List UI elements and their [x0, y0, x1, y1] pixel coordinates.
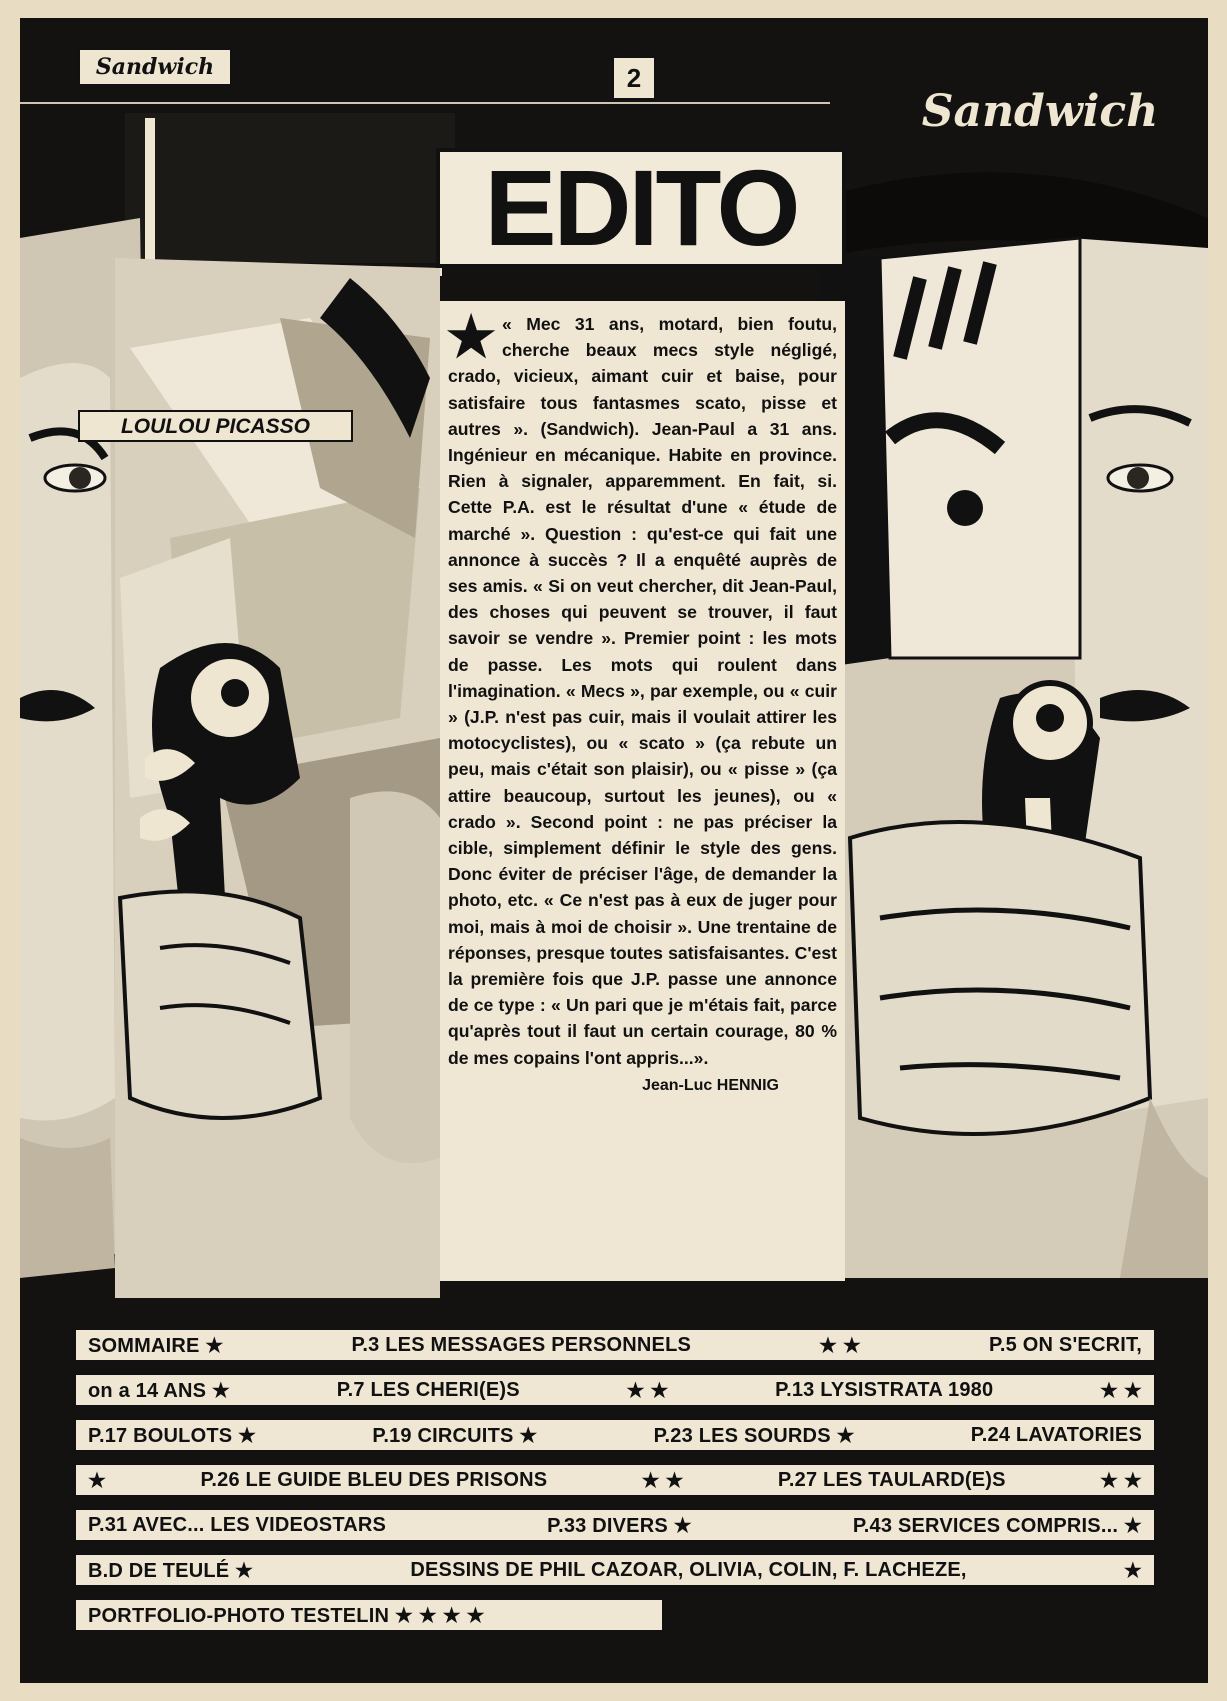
sommaire-row-3 — [74, 1418, 1156, 1452]
edito-article — [440, 301, 845, 1281]
sommaire-entry: P.31 AVEC... LES VIDEOSTARS — [88, 1513, 387, 1536]
sommaire-row-1 — [74, 1328, 1156, 1362]
magazine-page — [20, 18, 1208, 1683]
top-rule — [20, 102, 830, 104]
sommaire-row-5 — [74, 1508, 1156, 1542]
sommaire-row-6 — [74, 1553, 1156, 1587]
star-separator: ★ ★ — [626, 1379, 669, 1402]
star-separator: ★ — [1123, 1559, 1142, 1582]
star-separator: ★ ★ — [1099, 1469, 1142, 1492]
sommaire-entry: DESSINS DE PHIL CAZOAR, OLIVIA, COLIN, F. LACHEZE, — [410, 1558, 967, 1581]
sommaire-entry: P.26 LE GUIDE BLEU DES PRISONS — [200, 1468, 548, 1491]
sandwich-logo-small: Sandwich — [78, 48, 232, 86]
star-separator: ★ ★ — [1099, 1379, 1142, 1402]
sommaire-entry: P.5 ON S'ECRIT, — [988, 1333, 1142, 1356]
sommaire-row-2 — [74, 1373, 1156, 1407]
edito-heading: EDITO — [436, 148, 846, 268]
sommaire-entry: P.33 DIVERS ★ — [547, 1514, 692, 1537]
sommaire-entry: P.27 LES TAULARD(E)S — [777, 1468, 1006, 1491]
article-author: Jean-Luc HENNIG — [642, 1076, 779, 1094]
sommaire-entry: P.17 BOULOTS ★ — [88, 1424, 257, 1447]
star-separator: ★ ★ — [818, 1334, 862, 1357]
sommaire-entry: P.19 CIRCUITS ★ — [372, 1424, 538, 1447]
sommaire-label: SOMMAIRE ★ — [88, 1334, 224, 1357]
sommaire-entry: P.3 LES MESSAGES PERSONNELS — [351, 1333, 692, 1356]
sommaire-entry: P.24 LAVATORIES — [970, 1423, 1142, 1446]
illustration-credit: LOULOU PICASSO — [78, 410, 353, 442]
sommaire-entry: on a 14 ANS ★ — [88, 1379, 231, 1402]
sommaire-entry: P.23 LES SOURDS ★ — [653, 1424, 855, 1447]
sandwich-logo-large: Sandwich — [921, 86, 1159, 137]
sommaire-row-7 — [74, 1598, 664, 1632]
star-separator: ★ ★ — [641, 1469, 684, 1492]
sommaire-entry: PORTFOLIO-PHOTO TESTELIN ★ ★ ★ ★ — [88, 1604, 485, 1627]
sommaire-entry: P.43 SERVICES COMPRIS... ★ — [852, 1514, 1142, 1537]
sommaire-entry: P.13 LYSISTRATA 1980 — [775, 1378, 994, 1401]
sommaire-entry: B.D DE TEULÉ ★ — [88, 1559, 254, 1582]
sommaire-row-4 — [74, 1463, 1156, 1497]
page-number: 2 — [612, 56, 656, 100]
star-icon: ★ — [446, 305, 497, 368]
sommaire-entry: P.7 LES CHERI(E)S — [336, 1378, 520, 1401]
star-separator: ★ — [88, 1469, 107, 1492]
article-text: « Mec 31 ans, motard, bien foutu, cherche beaux mecs style négligé, crado, vicieux, aimant cuir et baise, pour satisfaire tous fantasmes scato, pisse et autres ». (Sandwich). Jean-Paul a 31 ans. Ingénieur en mécanique. Habite en province. Rien à signaler, apparemment. En fait, si. Cette P.A. est le résultat d'une « étude de marché ». Question : qu'est-ce qui fait une annonce à succès ? Il a enquêté auprès de ses amis. « Si on veut chercher, dit Jean-Paul, des choses qui peuvent se trouver, il faut savoir se vendre ». Premier point : les mots de passe. Les mots qui roulent dans l'imagination. « Mecs », par exemple, ou « cuir » (J.P. n'est pas cuir, mais il voulait attirer les motocyclistes), ou « scato » (ça rebute un peu, mais c'était son plaisir), ou « pisse » (ça attire beaucoup, surtout les jeunes), ou « crado ». Second point : ne pas préciser la cible, simplement définir le style des gens. Donc éviter de préciser l'âge, de demander la photo, etc. « Ce n'est pas à eux de juger pour moi, mais à moi de choisir ». Une trentaine de réponses, presque toutes satisfaisantes. C'est la première fois que J.P. passe une annonce de ce type : « Un pari que je m'étais fait, parce qu'après tout il faut un certain courage, 80 % de mes copains l'ont appris...». — [448, 314, 837, 1068]
